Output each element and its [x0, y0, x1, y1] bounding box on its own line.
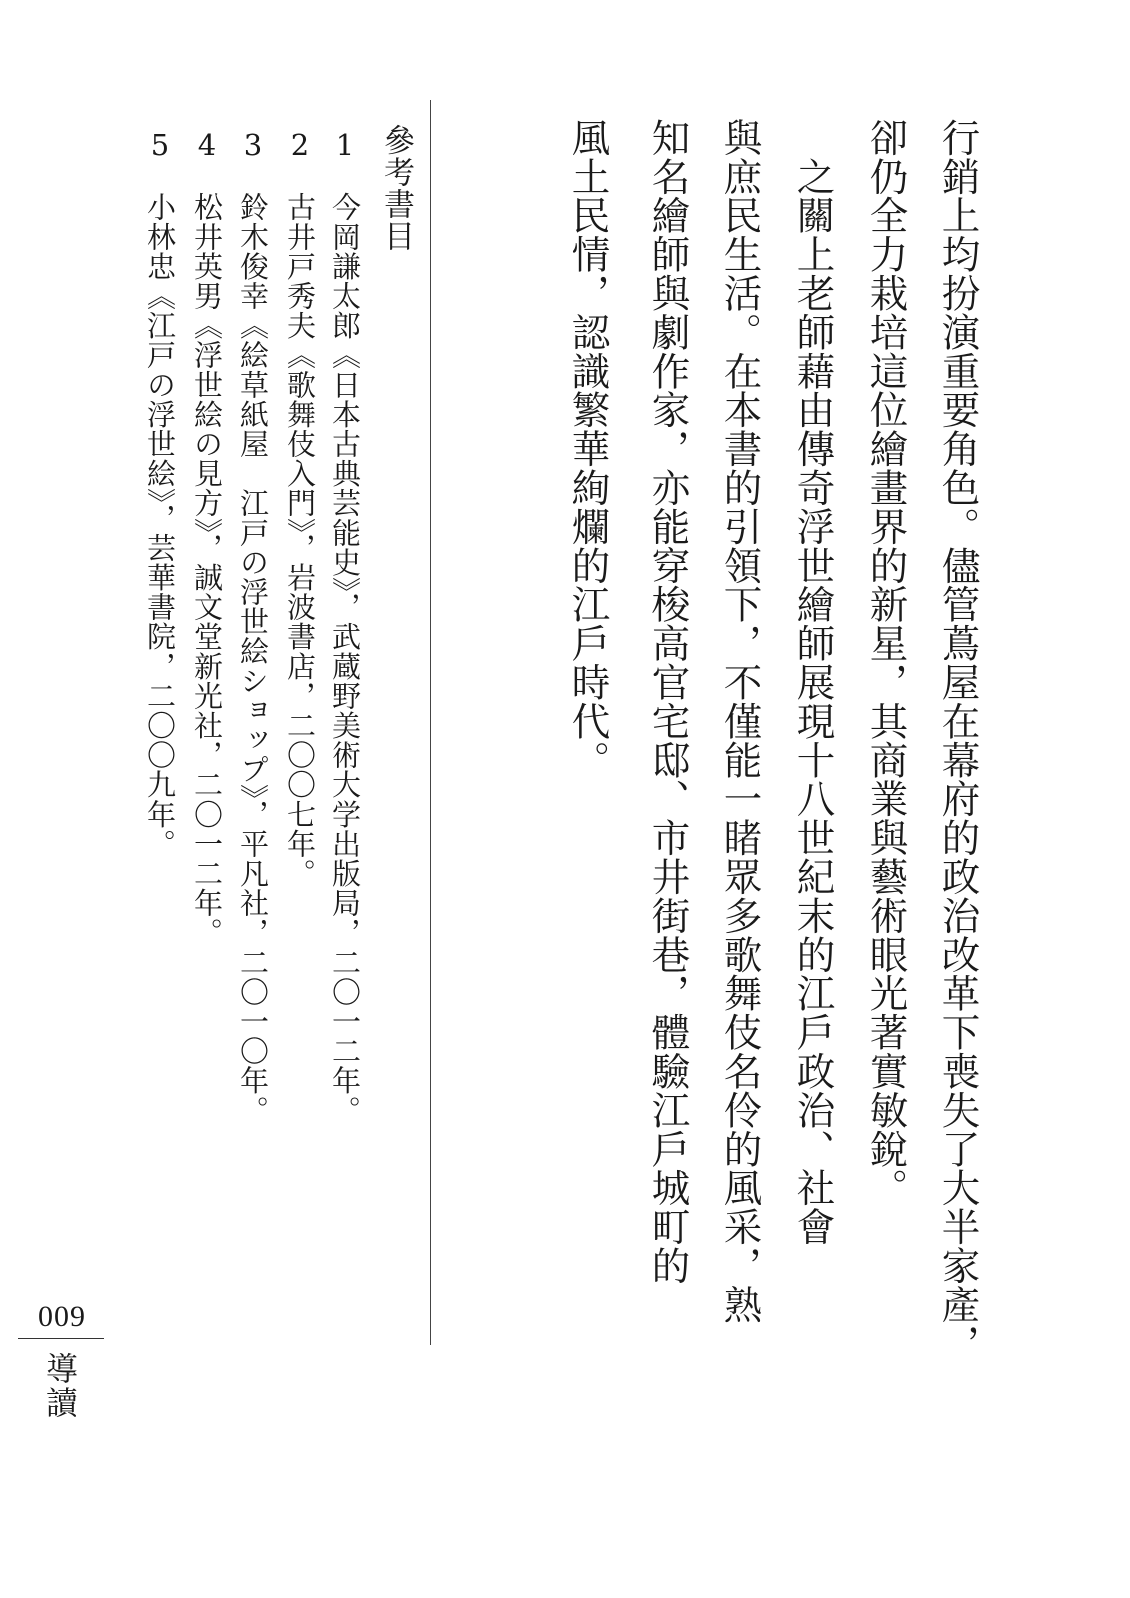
- reference-item-4: 4 松井英男《浮世絵の見方》，誠文堂新光社，二〇一二年。: [190, 128, 224, 948]
- references-heading: 參考書目: [378, 124, 414, 252]
- reference-item-2: 2 古井戸秀夫《歌舞伎入門》，岩波書店，二〇〇七年。: [283, 128, 317, 889]
- body-column-5: 知名繪師與劇作家，亦能穿梭高官宅邸、市井街巷，體驗江戶城町的: [645, 118, 691, 1285]
- page-number-rule: [18, 1338, 104, 1339]
- reference-item-5: 5 小林忠《江戸の浮世絵》，芸華書院，二〇〇九年。: [143, 128, 177, 859]
- body-column-4: 與庶民生活。在本書的引領下，不僅能一睹眾多歌舞伎名伶的風采，熟: [717, 118, 763, 1324]
- page-number: 009: [38, 1300, 86, 1333]
- body-column-1: 行銷上均扮演重要角色。儘管蔦屋在幕府的政治改革下喪失了大半家產，: [935, 118, 981, 1363]
- body-column-6: 風土民情，認識繁華絢爛的江戶時代。: [565, 118, 611, 780]
- section-title: 導讀: [41, 1352, 79, 1420]
- body-column-2: 卻仍全力栽培這位繪畫界的新星，其商業與藝術眼光著實敏銳。: [863, 118, 909, 1208]
- reference-item-1: 1 今岡謙太郎《日本古典芸能史》，武蔵野美術大学出版局，二〇一二年。: [328, 128, 362, 1125]
- column-divider: [430, 100, 431, 1345]
- body-column-3: 之關上老師藉由傳奇浮世繪師展現十八世紀末的江戶政治、社會: [790, 118, 836, 1247]
- reference-item-3: 3 鈴木俊幸《絵草紙屋 江戸の浮世絵ショップ》，平凡社，二〇一〇年。: [236, 128, 270, 1125]
